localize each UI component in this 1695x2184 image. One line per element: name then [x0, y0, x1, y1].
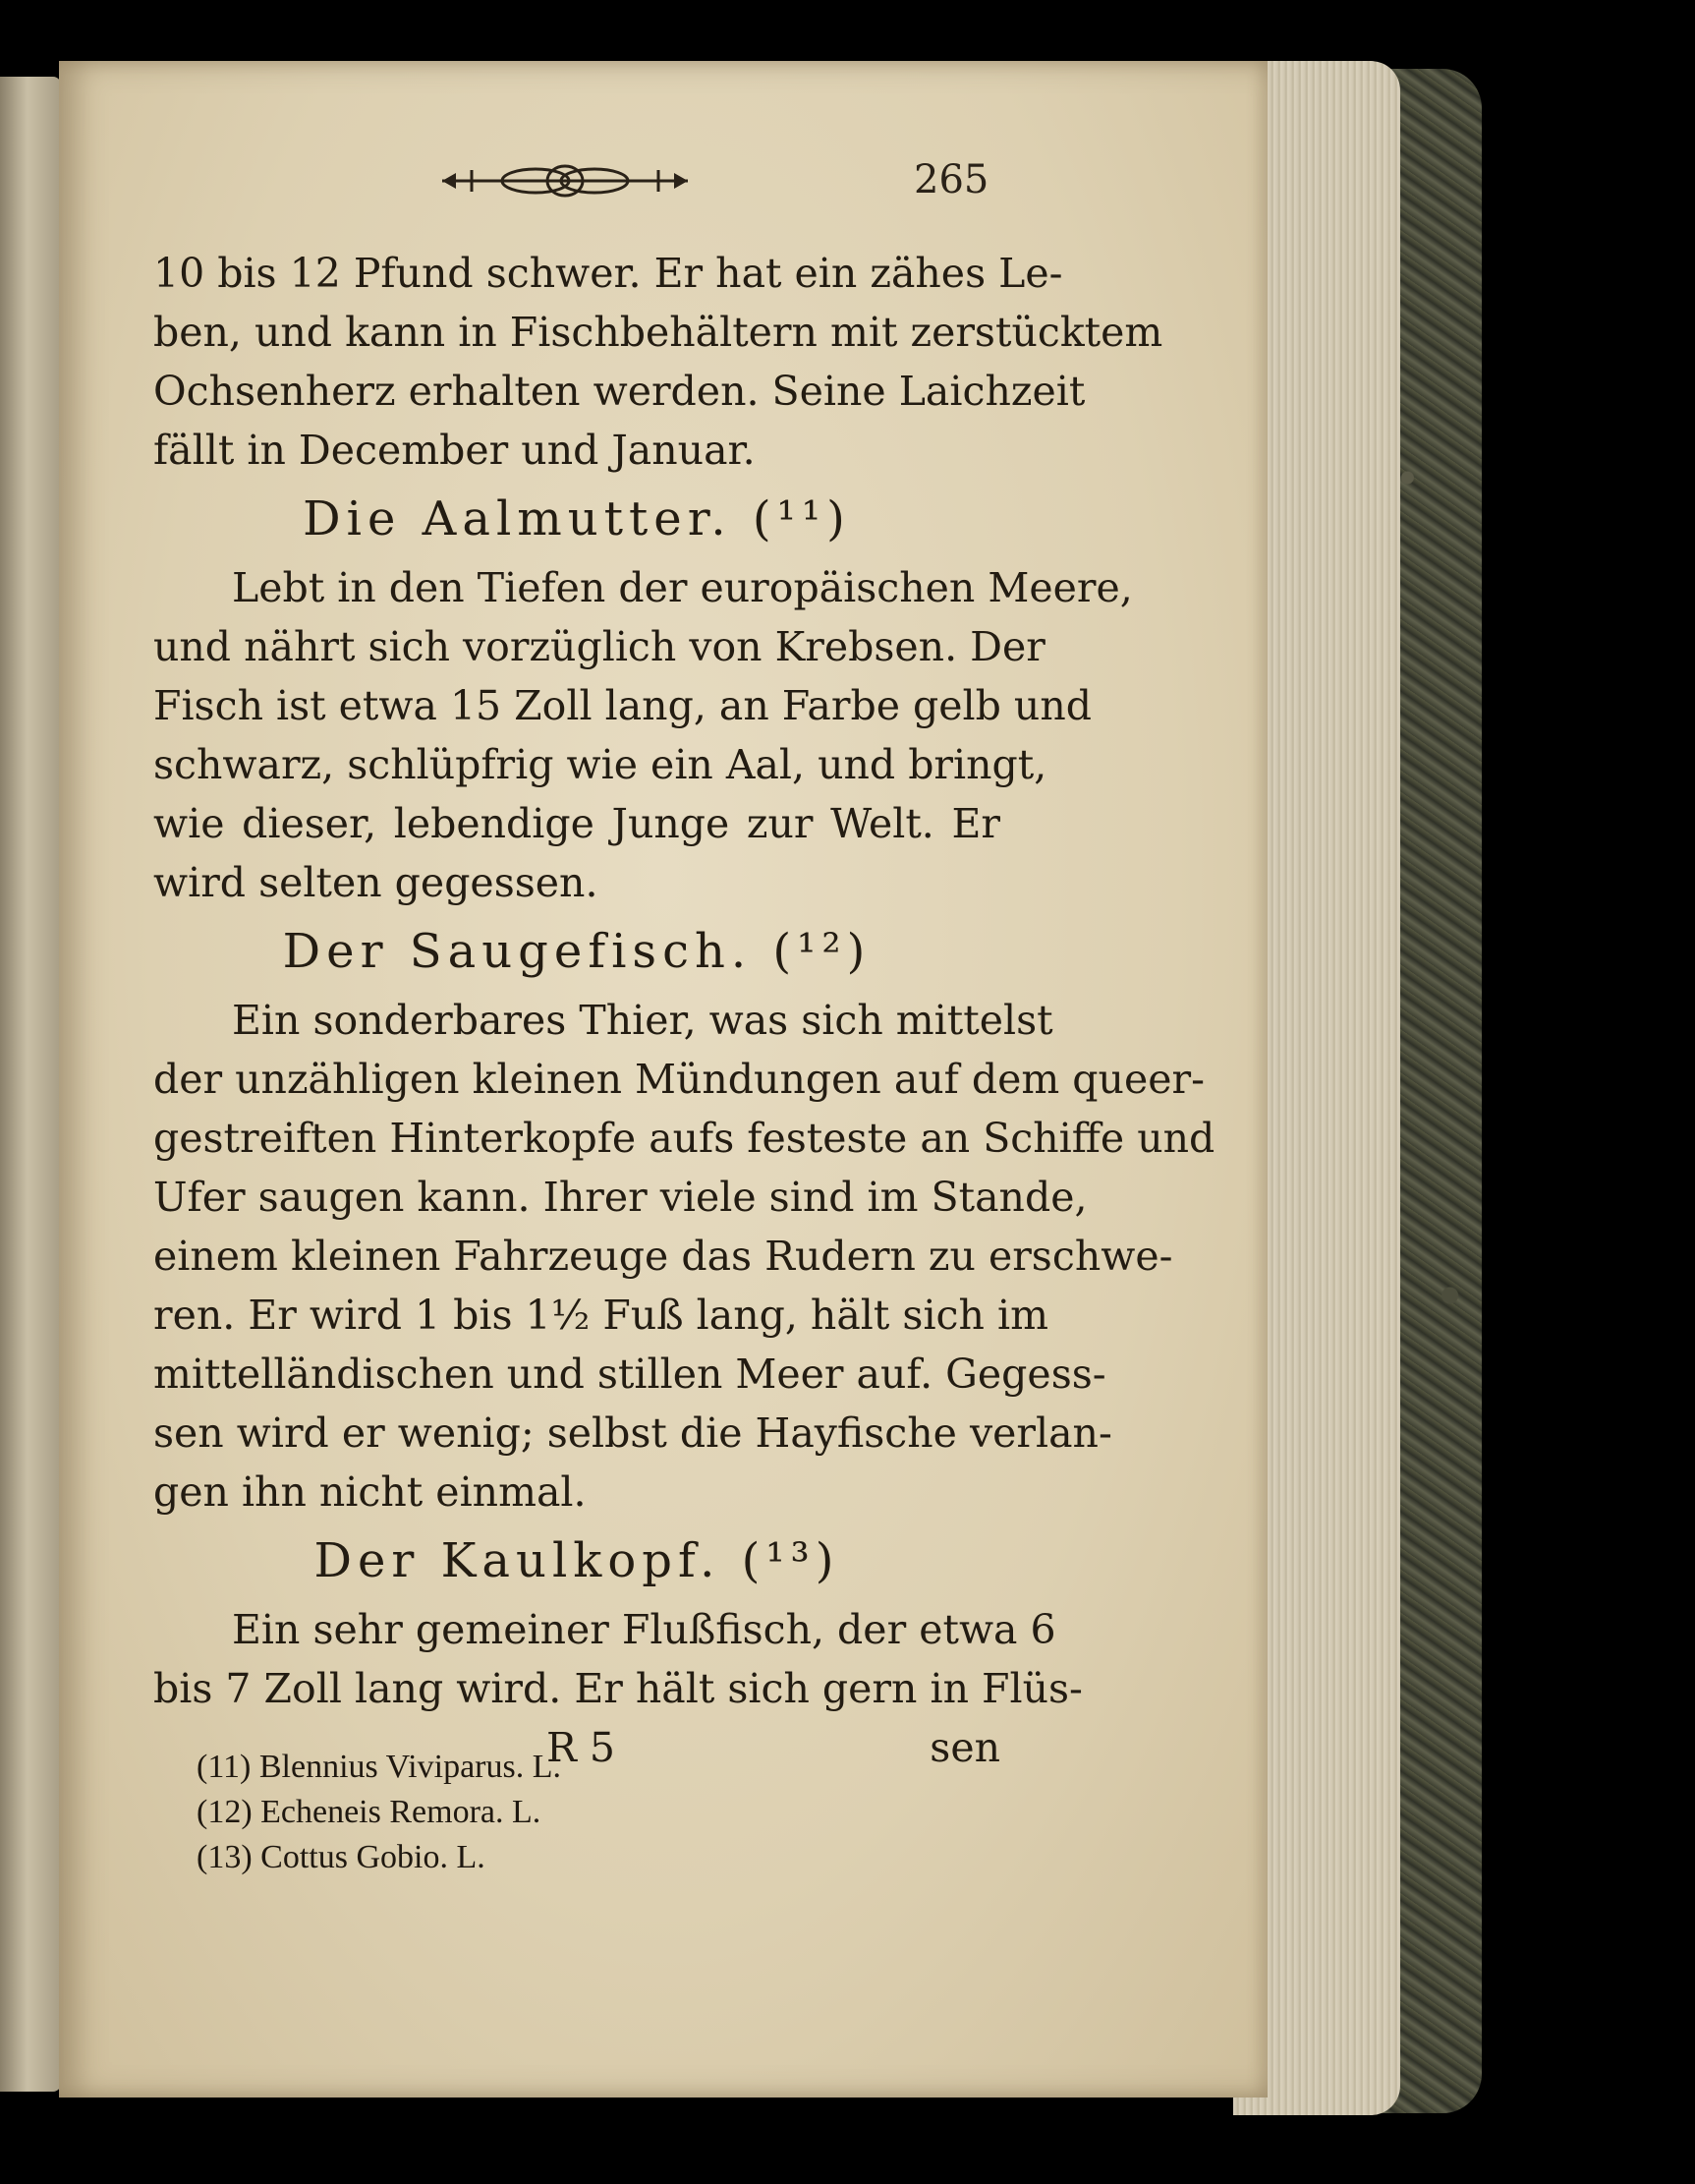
footnote: (13) Cottus Gobio. L. [197, 1839, 485, 1875]
text-line: schwarz, schlüpfrig wie ein Aal, und bringt, [153, 741, 1047, 788]
text-line: Ochsenherz erhalten werden. Seine Laichzeit [153, 368, 1086, 415]
text-line: fällt in December und Januar. [153, 427, 756, 474]
text-line: Ein sonderbares Thier, was sich mittelst [232, 997, 1053, 1044]
text-line: wird selten gegessen. [153, 859, 598, 906]
text-line: gen ihn nicht einmal. [153, 1468, 587, 1516]
text-line: und nährt sich vorzüglich von Krebsen. Der [153, 623, 1045, 670]
text-line: Lebt in den Tiefen der europäischen Meere, [232, 564, 1133, 611]
text-line: Ufer saugen kann. Ihrer viele sind im Stande, [153, 1174, 1088, 1221]
catchword: sen [930, 1724, 1000, 1771]
text-line: der unzähligen kleinen Mündungen auf dem queer- [153, 1056, 1205, 1103]
signature-mark: R 5 [546, 1724, 615, 1771]
footnote: (12) Echeneis Remora. L. [197, 1794, 541, 1830]
text-line: wie dieser, lebendige Junge zur Welt. Er [153, 800, 1000, 847]
left-page-edge [0, 77, 61, 2092]
section-heading: Der Kaulkopf. (¹³) [313, 1533, 840, 1588]
text-line: gestreiften Hinterkopfe aufs festeste an Schiffe und [153, 1115, 1215, 1162]
section-heading: Die Aalmutter. (¹¹) [303, 491, 851, 546]
text-line: einem kleinen Fahrzeuge das Rudern zu erschwe- [153, 1233, 1173, 1280]
footnote: (11) Blennius Viviparus. L. [197, 1749, 561, 1785]
section-heading: Der Saugefisch. (¹²) [282, 924, 872, 979]
text-line: ren. Er wird 1 bis 1½ Fuß lang, hält sich im [153, 1292, 1048, 1339]
body-text [153, 244, 1215, 1777]
text-line: sen wird er wenig; selbst die Hayfische verlan- [153, 1409, 1112, 1457]
text-line: Fisch ist etwa 15 Zoll lang, an Farbe gelb und [153, 682, 1092, 729]
ornament-divider-icon [432, 162, 698, 200]
text-line: Ein sehr gemeiner Flußfisch, der etwa 6 [232, 1606, 1056, 1653]
page-number: 265 [914, 157, 989, 202]
text-line: ben, und kann in Fischbehältern mit zerstücktem [153, 309, 1163, 356]
text-line: bis 7 Zoll lang wird. Er hält sich gern in Flüs- [153, 1665, 1083, 1712]
text-line: mittelländischen und stillen Meer auf. Gegess- [153, 1351, 1106, 1398]
footnotes [197, 1745, 884, 1880]
text-line: 10 bis 12 Pfund schwer. Er hat ein zähes Le- [153, 250, 1063, 297]
